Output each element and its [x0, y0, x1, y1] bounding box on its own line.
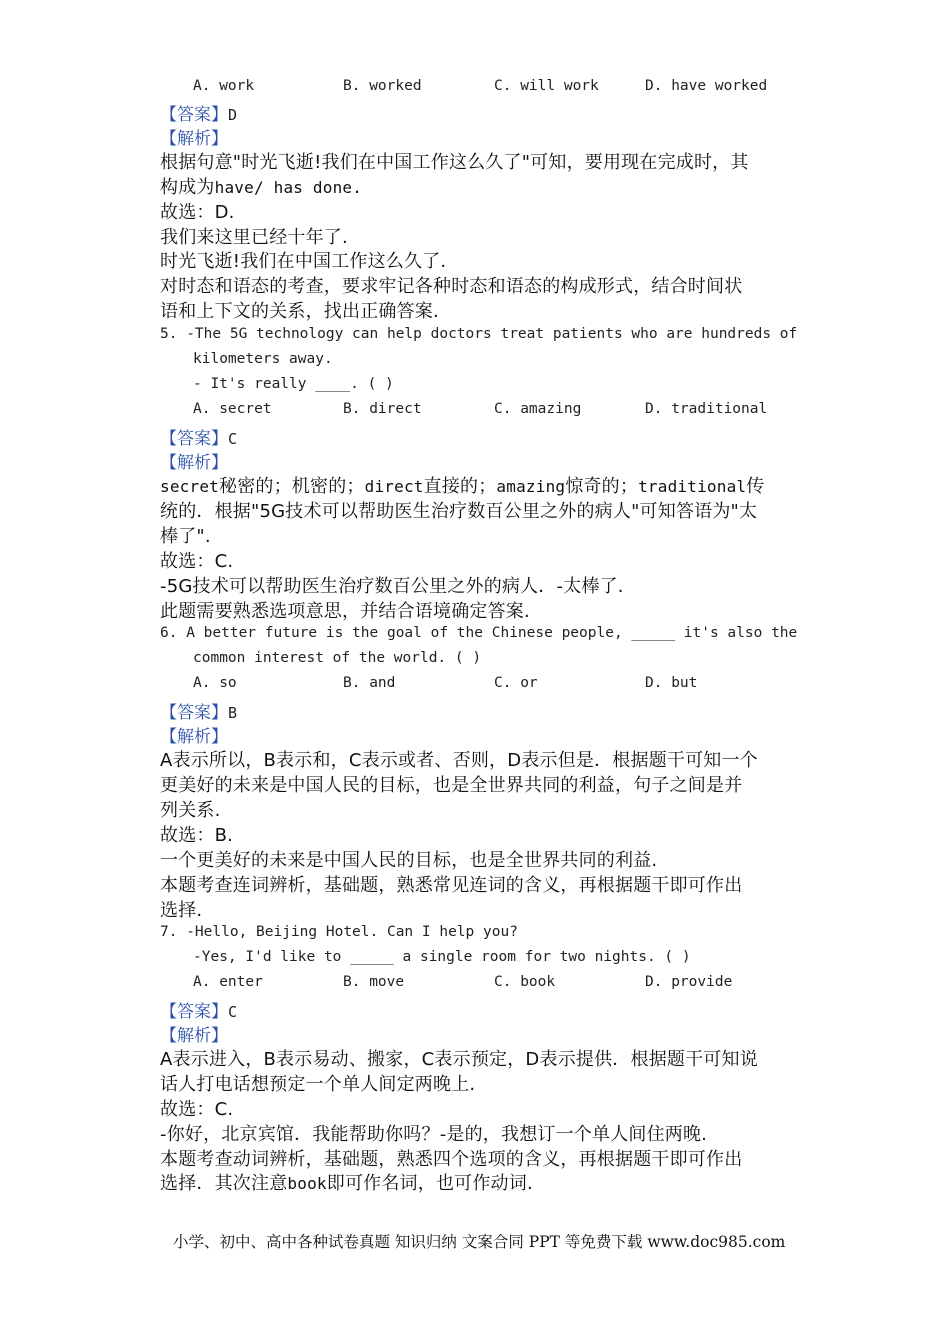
q6-explanation-line: 列关系. — [160, 800, 221, 821]
q6-explanation-line: 更美好的未来是中国人民的目标，也是全世界共同的利益，句子之间是并 — [160, 775, 743, 796]
q5-option-b: B. direct — [343, 401, 422, 417]
q6-explanation-line: 故选：B. — [160, 825, 234, 846]
q6-analysis-label: 【解析】 — [160, 727, 228, 747]
code-text: direct — [364, 477, 424, 496]
q7-option-b: B. move — [343, 974, 405, 990]
answer-value: B — [228, 704, 238, 722]
q6-option-b: B. and — [343, 675, 396, 691]
answer-value: C — [228, 1003, 238, 1021]
q4-explanation-line: 我们来这里已经十年了. — [160, 227, 348, 248]
code-text: secret — [160, 477, 219, 496]
q5-explanation-line: 此题需要熟悉选项意思，并结合语境确定答案. — [160, 601, 530, 622]
q5-explanation-line: 统的．根据"5G技术可以帮助医生治疗数百公里之外的病人"可知答语为"太 — [160, 501, 758, 522]
q5-answer — [160, 424, 237, 449]
text: 构成为 — [160, 177, 215, 198]
q5-explanation-line: 故选：C. — [160, 551, 234, 572]
q4-explanation-line — [160, 173, 362, 199]
q5-option-a: A. secret — [193, 401, 272, 417]
q7-stem-line: -Yes, I'd like to _____ a single room for two nights. ( ) — [193, 949, 691, 965]
q6-stem-line: common interest of the world. ( ) — [193, 650, 482, 666]
answer-label: 【答案】 — [160, 703, 228, 723]
code-text: traditional — [638, 477, 747, 496]
page-footer: 小学、初中、高中各种试卷真题 知识归纳 文案合同 PPT 等免费下载 www.doc985.com — [173, 1233, 786, 1251]
q4-option-a: A. work — [193, 78, 255, 94]
q4-option-b: B. worked — [343, 78, 422, 94]
q4-answer — [160, 100, 237, 125]
q5-explanation-line: 棒了". — [160, 526, 211, 547]
code-text: amazing — [496, 477, 566, 496]
q4-explanation-line: 根据句意"时光飞逝!我们在中国工作这么久了"可知，要用现在完成时，其 — [160, 152, 749, 173]
q7-stem-line: 7. -Hello, Beijing Hotel. Can I help you? — [160, 924, 518, 940]
q6-explanation-line: 一个更美好的未来是中国人民的目标，也是全世界共同的利益. — [160, 850, 658, 871]
q7-explanation-line: 故选：C. — [160, 1099, 234, 1120]
answer-label: 【答案】 — [160, 1002, 228, 1022]
q5-stem-line: 5. -The 5G technology can help doctors treat patients who are hundreds of — [160, 326, 798, 342]
q5-stem-line: - It's really ____. ( ) — [193, 376, 394, 392]
q7-option-d: D. provide — [645, 974, 733, 990]
answer-value: D — [228, 106, 238, 124]
answer-label: 【答案】 — [160, 105, 228, 125]
answer-value: C — [228, 430, 238, 448]
q6-option-a: A. so — [193, 675, 237, 691]
q7-explanation-line — [160, 1169, 533, 1195]
q7-answer — [160, 997, 237, 1022]
text: 秘密的；机密的； — [219, 476, 365, 497]
code-text: have/ has done. — [214, 178, 363, 197]
q6-stem-line: 6. A better future is the goal of the Chinese people, _____ it's also the — [160, 625, 798, 641]
q7-analysis-label: 【解析】 — [160, 1026, 228, 1046]
text: 直接的； — [423, 476, 497, 497]
q5-stem-line: kilometers away. — [193, 351, 333, 367]
q7-explanation-line: A表示进入，B表示易动、搬家，C表示预定，D表示提供．根据题干可知说 — [160, 1049, 758, 1070]
text: 传 — [746, 476, 765, 497]
q4-explanation-line: 对时态和语态的考查，要求牢记各种时态和语态的构成形式，结合时间状 — [160, 276, 743, 297]
q4-option-c: C. will work — [494, 78, 599, 94]
q5-option-d: D. traditional — [645, 401, 768, 417]
q4-analysis-label: 【解析】 — [160, 129, 228, 149]
q5-explanation-line — [160, 472, 764, 498]
q4-explanation-line: 故选：D. — [160, 202, 235, 223]
q4-explanation-line: 语和上下文的关系，找出正确答案. — [160, 301, 439, 322]
q6-option-d: D. but — [645, 675, 698, 691]
q7-explanation-line: 话人打电话想预定一个单人间定两晚上. — [160, 1074, 476, 1095]
q5-analysis-label: 【解析】 — [160, 453, 228, 473]
text: 惊奇的； — [565, 476, 639, 497]
text: 即可作名词，也可作动词. — [326, 1173, 533, 1194]
q7-option-c: C. book — [494, 974, 556, 990]
q6-explanation-line: 本题考查连词辨析，基础题，熟悉常见连词的含义，再根据题干即可作出 — [160, 875, 743, 896]
q4-explanation-line: 时光飞逝!我们在中国工作这么久了. — [160, 251, 447, 272]
q4-option-d: D. have worked — [645, 78, 768, 94]
q6-option-c: C. or — [494, 675, 538, 691]
text: 选择．其次注意 — [160, 1173, 288, 1194]
q7-explanation-line: 本题考查动词辨析，基础题，熟悉四个选项的含义，再根据题干即可作出 — [160, 1149, 743, 1170]
q6-explanation-line: 选择. — [160, 900, 203, 921]
q7-explanation-line: -你好，北京宾馆．我能帮助你吗？-是的，我想订一个单人间住两晚. — [160, 1124, 708, 1145]
q6-explanation-line: A表示所以，B表示和，C表示或者、否则，D表示但是．根据题干可知一个 — [160, 750, 758, 771]
q6-answer — [160, 698, 237, 723]
q5-explanation-line: -5G技术可以帮助医生治疗数百公里之外的病人．-太棒了. — [160, 576, 624, 597]
q7-option-a: A. enter — [193, 974, 263, 990]
answer-label: 【答案】 — [160, 429, 228, 449]
q5-option-c: C. amazing — [494, 401, 582, 417]
code-text: book — [287, 1174, 327, 1193]
